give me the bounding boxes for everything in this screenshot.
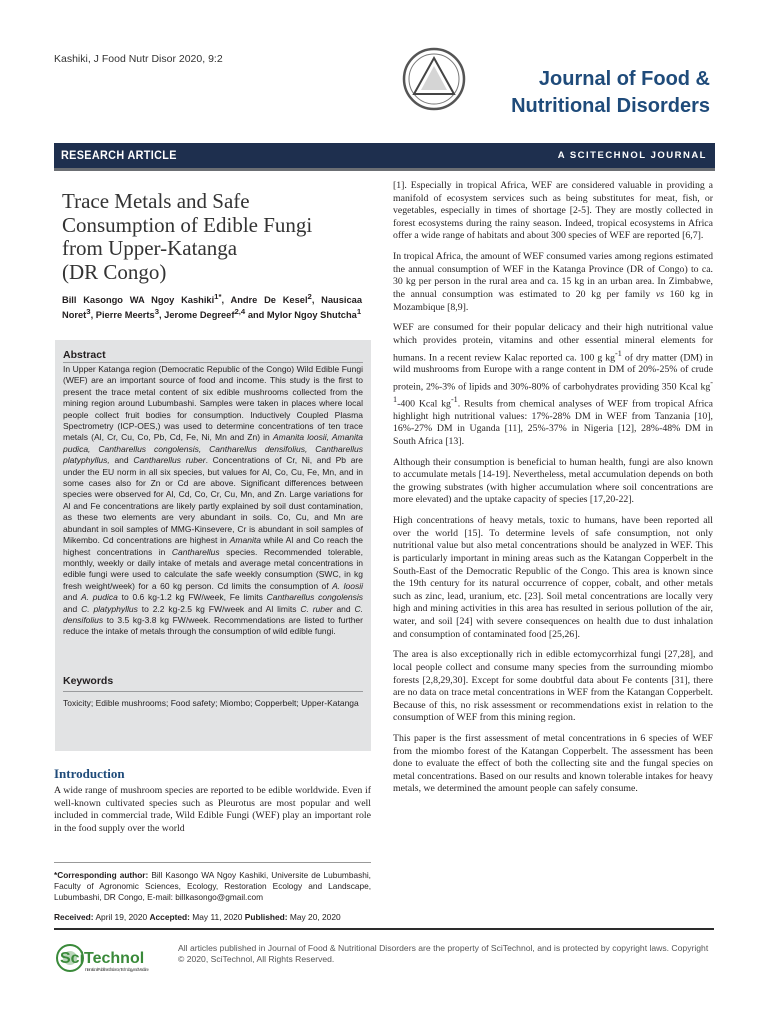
received-label: Received: xyxy=(54,912,94,922)
section-bar xyxy=(54,143,715,171)
scitechnol-logo-text: SciTechnol xyxy=(60,950,145,967)
article-title-line: from Upper-Katanga xyxy=(62,236,238,260)
article-title-line: Consumption of Edible Fungi xyxy=(62,212,313,237)
abstract-text: In Upper Katanga region (Democratic Republic of the Congo) Wild Edible Fungi (WEF) are an important source of food and income. This study is the first to present the trace metal content of six edible mushrooms collected from the mining region around Lubumbashi. Samples were taken in places where local people collect fruit bodies for consumption. Inductively Coupled Plasma Spectrometry (ICP-OES,) was used to determine concentrations of ten trace metals (Al, Cr, Cu, Co, Pb, Cd, Fe, Ni, Mn and Zn) in Amanita loosii, Amanita pudica, Cantharellus congolensis, Cantharellus densifolius, Cantharellus platyphyllus, and Cantharellus ruber. Concentrations of Cr, Ni, and Pb are under the EU norm in all six species, but values for Al, Co, Cu, Fe, Mn, and in some cases also for Zn or Cd are above. Significant differences between species were observed for Al, Cd, Co, Cr, Cu, Mn, and Zn. Large variations for Al and Fe concentrations are likely partly explained by soil dust contamination, as these two elements are very abundant in soils. Co, Cu, and Mn are abundant in soil samples of MMG-Kinsevere, Cr is abundant in soil samples of Mikembo. Cd concentrations are highest in Amanita while Al and Co reach the highest concentrations in Cantharellus species. Recommended tolerable, monthly, weekly or daily intake of metals and average metal concentrations in edible fungi were used to calculate the safe weekly consumption (SWC, in kg fresh weight/week) for a 60 kg person. Cd limits the consumption of A. loosii and A. pudica to 0.6 kg-1.2 kg FW/week, Fe limits Cantharellus congolensis and C. platyphyllus to 2.2 kg-2.5 kg FW/week and Al limits C. ruber and C. densifolius to 3.5 kg-3.8 kg FW/week. Recommendations are listed to further reduce the intake of metals through the consumption of wild edible fungi. xyxy=(63,364,364,637)
article-title xyxy=(62,190,362,284)
accepted-label: Accepted: xyxy=(149,912,190,922)
body-paragraph: The area is also exceptionally rich in edible ectomycorrhizal fungi [27,28], and local people collect and consume many species from the surrounding miombo forests [2,8,29,30]. Except for some doubtful data about Fe contents [31], there are no data on trace metal concentrations in WEF from the Katangan Copperbelt. Because of this, no risk assessment or recommendations exist in relation to the consumption of WEF from this mining region. xyxy=(393,649,713,724)
body-paragraph: This paper is the first assessment of metal concentrations in 6 species of WEF from the miombo forest of the Katangan Copperbelt. The assessment has been done to evaluate the effect of both the collecting site and the fungal species on metal concentrations. Based on our results and known tolerable intakes for heavy metals, we determined the amount people can safely consume. xyxy=(393,733,713,795)
corresponding-author-note xyxy=(54,870,371,903)
article-title-line: Trace Metals and Safe xyxy=(62,189,250,213)
journal-name xyxy=(480,66,710,120)
keywords-heading: Keywords xyxy=(63,675,114,687)
keywords-text: Toxicity; Edible mushrooms; Food safety; Miombo; Copperbelt; Upper-Katanga xyxy=(63,698,359,708)
journal-citation: Kashiki, J Food Nutr Disor 2020, 9:2 xyxy=(54,53,223,65)
scitechnol-logo-tagline: International Publisher of Science, Technology and Medicine xyxy=(85,967,149,972)
copyright-notice: All articles published in Journal of Food & Nutritional Disorders are the property of SciTechnol, and is protected by copyright laws. Copyright © 2020, SciTechnol, All Rights Reserved. xyxy=(178,943,709,965)
body-paragraph: WEF are consumed for their popular delicacy and their high nutritional value which provides protein, vitamins and other essential mineral elements for humans. In a recent review Kalac reported ca. 100 g $kg^{-1}$ of dry matter (DM) in wild mushrooms from Europe with a range content in DM of 20%-25% of crude protein, 2%-3% of lipids and 30%-80% of carbohydrates providing 350 Kcal $kg^{-1}-400$ Kcal $kg^{-1}$. Results from chemical analyses of WEF from tropical Africa highlight high nutritional values: 17%-28% DM in WEF from Tanzania [10], 16%-27% DM in Uganda [11], 25%-37% in Nigeria [12], 28%-48% DM in South Africa [13]. xyxy=(393,322,713,447)
introduction-heading: Introduction xyxy=(54,766,125,781)
journal-name-line1: Journal of Food & xyxy=(538,68,710,90)
published-date: May 20, 2020 xyxy=(289,912,341,922)
footer-divider xyxy=(54,928,714,930)
article-type-label: RESEARCH ARTICLE xyxy=(61,148,177,162)
publication-dates xyxy=(54,912,371,922)
introduction-text: A wide range of mushroom species are reported to be edible worldwide. Even if well-known cultivated species such as Pleurotus are most popular and well included in commercial trade, Wild Edible Fungi (WEF) play an important role in the food supply over the world xyxy=(54,785,371,834)
received-date: April 19, 2020 xyxy=(95,912,148,922)
journal-name-line2: Nutritional Disorders xyxy=(511,95,710,117)
accepted-date: May 11, 2020 xyxy=(192,912,243,922)
footnote-divider xyxy=(54,862,371,863)
keywords-divider xyxy=(63,691,363,692)
body-paragraph: [1]. Especially in tropical Africa, WEF are considered valuable in providing a manifold of ecosystem services such as being substitutes for meat, fish, or vegetables, especially in times of shortage [2-5]. They are mostly collected in forest ecosystems during the rainy season. Indeed, tropical ecosystems in Africa offer a wide range of habitats and about 300 species of WEF are reported [6,7]. xyxy=(393,180,713,242)
abstract-box xyxy=(55,340,371,751)
journal-emblem-icon xyxy=(402,44,466,114)
article-title-line: (DR Congo) xyxy=(62,259,167,284)
corresponding-author-text: Bill Kasongo WA Ngoy Kashiki, Universite de Lubumbashi, Faculty of Agronomic Sciences, Ecology, Restoration Ecology and Landscape, Lubumbashi, DR Congo, E-mail: billkasongo@gmail.com xyxy=(54,870,371,902)
corresponding-author-label: *Corresponding author: xyxy=(54,870,149,880)
publisher-tag: A SCITECHNOL JOURNAL xyxy=(557,150,707,161)
body-paragraph: High concentrations of heavy metals, toxic to humans, have been reported all over the world [15]. To determine levels of safe consumption, not only nutritional value but also metal concentrations should be analyzed in WEF. This is particularly important in mining areas such as the Katangan Copperbelt in the South-East of the Democratic Republic of the Congo. This area is known since the 19th century for its natural occurrence of copper, cobalt, and other metals such as zinc, lead, uranium, etc. [23]. Soil metal concentrations are locally very high and mining activities in this area has resulted in serious pollution of the air, water, and soil [24] with severe consequences on health due to dust inhalation and consumption of contaminated food [25,26]. xyxy=(393,515,713,640)
scitechnol-logo-icon xyxy=(54,934,164,994)
published-label: Published: xyxy=(244,912,288,922)
body-paragraph: Although their consumption is beneficial to human health, fungi are also known to accumulate metals [14-19]. Nevertheless, metal accumulation depends on both the growing substrates (with higher accumulation where soil concentrations are more elevated) and the uptake capacity of species [17,20-22]. xyxy=(393,456,713,506)
abstract-heading: Abstract xyxy=(63,349,106,361)
author-list: Bill Kasongo WA Ngoy Kashiki$^{1*}$, Andre De Kesel$^2$, Nausicaa Noret$^3$, Pierre Meerts$^3$, Jerome Degreef$^{2,4}$ and Mylor Ngoy Shutcha$^1$ xyxy=(62,292,363,321)
body-paragraph: In tropical Africa, the amount of WEF consumed varies among regions estimated the annual consumption of WEF in the Katanga Province (DR of Congo) to ca. 30 kg per person in the rural area and ca. 15 kg in an urban area. In Zimbabwe, the annual consumption was estimated to 20 kg per family vs 160 kg in Mozambique [8,9]. xyxy=(393,251,714,313)
right-column-body xyxy=(393,180,713,804)
abstract-divider xyxy=(63,362,363,363)
